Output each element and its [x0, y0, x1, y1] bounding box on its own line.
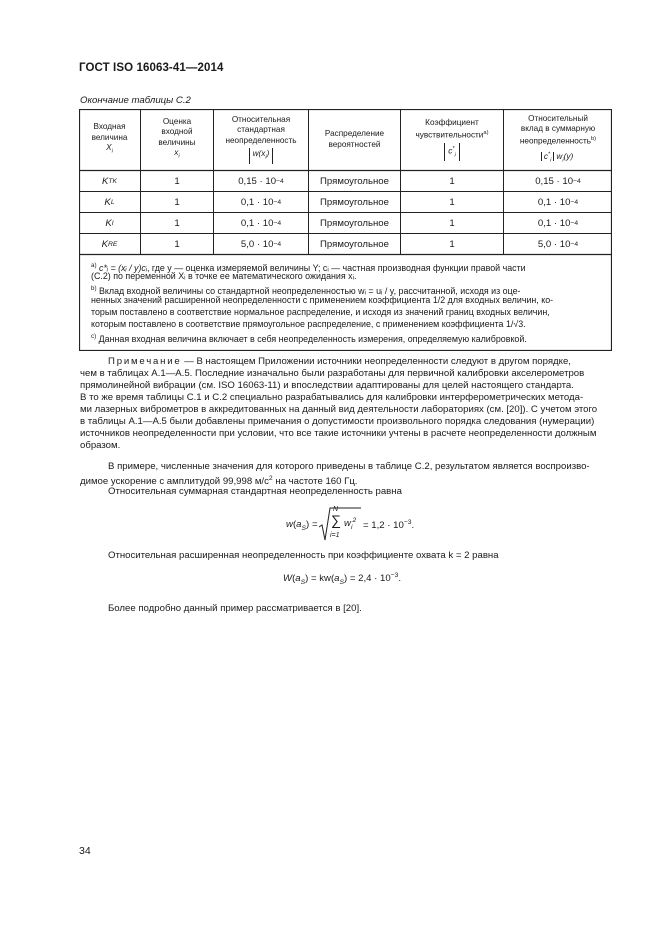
table-caption: Окончание таблицы С.2: [80, 95, 191, 106]
page-number: 34: [79, 845, 91, 857]
column-header-distribution: [309, 109, 400, 170]
cell-estimate: 1: [174, 238, 180, 250]
cell-estimate: 1: [174, 175, 180, 187]
note-line: источников неопределенности при условии, что все такие источники учтены в расчете неопределенности должным: [80, 428, 597, 439]
header-text: Коэффициент: [425, 117, 479, 127]
footnote-b-continued: которым поставлено в соответствие прямоугольное распределение, с применением коэффициента 1/√3.: [91, 319, 526, 329]
header-symbol: $X_i$: [106, 142, 113, 155]
formula-result: = $1,2 \cdot 10^{-3}$.: [363, 519, 415, 532]
cell-uncertainty: 5,0 · 10 −4: [240, 238, 282, 250]
cell-quantity: K TK: [102, 175, 117, 187]
note-line: чем в таблицах А.1—А.5. Последние изначально были разработаны для первичной калибровки акселерометров: [80, 368, 585, 379]
cell-quantity: K RE: [101, 238, 118, 250]
sum-lower-limit: i=1: [330, 532, 340, 539]
cell-coefficient: 1: [449, 175, 455, 187]
header-text: вероятностей: [328, 139, 381, 149]
uncertainty-table: [79, 109, 612, 351]
paragraph-example: В примере, численные значения для которого приведены в таблице С.2, результатом является воспроизво-: [108, 461, 590, 472]
document-header: ГОСТ ISO 16063-41—2014: [79, 62, 224, 74]
cell-contribution: 5,0 · 10 −4: [537, 238, 579, 250]
header-text: величины: [158, 137, 196, 147]
sum-icon: ∑: [331, 512, 341, 528]
note-line: прямолинейной вибрации (см. ISO 16063-11) и впоследствии адаптированы для целей настоящего стандарта.: [80, 380, 574, 391]
footnote-b-continued: торым поставлено в соответствие нормальное распределение, и исходя из значений границ входных величин,: [91, 307, 550, 317]
header-symbol: $x_i$: [174, 147, 180, 160]
footnote-b: $^{b)}$ Вклад входной величины со стандартной неопределенностью wᵢ = uᵢ / y, рассчитанной, исходя из оце-: [91, 285, 521, 296]
cell-quantity: K I: [105, 217, 114, 229]
header-formula: $c^*_i$: [444, 143, 460, 162]
column-header-relative-uncertainty: [214, 109, 308, 170]
note-line: Примечание — В настоящем Приложении источники неопределенности следуют в другом порядке,: [108, 356, 571, 367]
cell-uncertainty: 0,1 · 10 −4: [240, 196, 282, 208]
sum-term: $w_i^2$: [344, 517, 357, 532]
cell-distribution: Прямоугольное: [320, 217, 389, 229]
footnote-b-continued: ненных значений расширенной неопределенности с применением коэффициента 1/2 для входных величин, ко-: [91, 295, 554, 305]
cell-coefficient: 1: [449, 238, 455, 250]
header-text: чувствительности$^{a)}$: [415, 129, 489, 140]
cell-contribution: 0,1 · 10 −4: [537, 217, 579, 229]
footnote-c: $^{c)}$ Данная входная величина включает в себя неопределенность измерения, определяемую калибровкой.: [91, 333, 527, 344]
cell-distribution: Прямоугольное: [320, 175, 389, 187]
cell-contribution: 0,15 · 10 −4: [535, 175, 581, 187]
note-line: в таблицы А.1—А.5 были добавлены примечания о допустимости произвольного порядка следования (нумерации): [80, 416, 595, 427]
footnote-a: $^{a)}$ c*ᵢ = (xᵢ / y)cᵢ, где y — оценка измеряемой величины Y; cᵢ — частная производная функции правой части: [91, 262, 526, 273]
cell-distribution: Прямоугольное: [320, 238, 389, 250]
column-header-input-quantity: [79, 109, 140, 170]
header-text: неопределенность: [225, 135, 297, 145]
cell-uncertainty: 0,15 · 10 −4: [238, 175, 284, 187]
paragraph-reference: Более подробно данный пример рассматривается в [20].: [108, 603, 362, 614]
header-text: величина: [91, 132, 128, 142]
note-line: образом.: [80, 440, 121, 451]
header-text: входной: [161, 127, 193, 137]
cell-uncertainty: 0,1 · 10 −4: [240, 217, 282, 229]
note-line: В то же время таблицы С.1 и С.2 специально разрабатывались для калибровки интерферометрических метода-: [80, 392, 584, 403]
cell-coefficient: 1: [449, 196, 455, 208]
header-formula: $w(x_i)$: [249, 148, 274, 164]
sum-upper-limit: N: [333, 506, 339, 513]
cell-coefficient: 1: [449, 217, 455, 229]
header-text: Распределение: [324, 129, 385, 139]
header-text: Относительная: [231, 115, 291, 125]
header-text: вклад в суммарную: [520, 123, 596, 133]
note-line: ми лазерных виброметров в аккредитованных на данный вид деятельности лабораториях (см. [20]). С учетом этого: [80, 404, 598, 415]
cell-estimate: 1: [174, 196, 180, 208]
footnote-a-continued: (C.2) по переменной Xᵢ в точке ее математического ожидания xᵢ.: [91, 271, 357, 281]
formula-lhs: $w(a_S)$: [286, 519, 310, 532]
paragraph-example-continued: димое ускорение с амплитудой 99,998 $м/с^2$ на частоте 160 Гц.: [80, 475, 358, 488]
paragraph-combined-uncertainty: Относительная суммарная стандартная неопределенность равна: [108, 486, 402, 497]
column-header-sensitivity: [401, 109, 503, 170]
column-header-estimate: [141, 109, 213, 170]
cell-contribution: 0,1 · 10 −4: [537, 196, 579, 208]
header-text: стандартная: [237, 125, 285, 135]
header-text: Относительный: [528, 113, 588, 123]
header-formula: $c^*_i$ $w_i(y)$: [520, 149, 596, 166]
cell-estimate: 1: [174, 217, 180, 229]
cell-distribution: Прямоугольное: [320, 196, 389, 208]
header-text: Входная: [93, 122, 126, 132]
formula-expanded-uncertainty: $W(a_S) = kw(a_S) = 2,4 \cdot 10^{-3}$.: [283, 572, 402, 587]
note-label: Примечание: [108, 356, 182, 367]
formula-equals: =: [312, 519, 318, 530]
cell-quantity: K L: [104, 196, 115, 208]
header-text: неопределенность$^{b)}$: [519, 135, 597, 146]
paragraph-expanded-uncertainty: Относительная расширенная неопределенность при коэффициенте охвата k = 2 равна: [108, 550, 499, 561]
header-text: Оценка: [162, 117, 192, 127]
column-header-contribution: [504, 109, 612, 170]
